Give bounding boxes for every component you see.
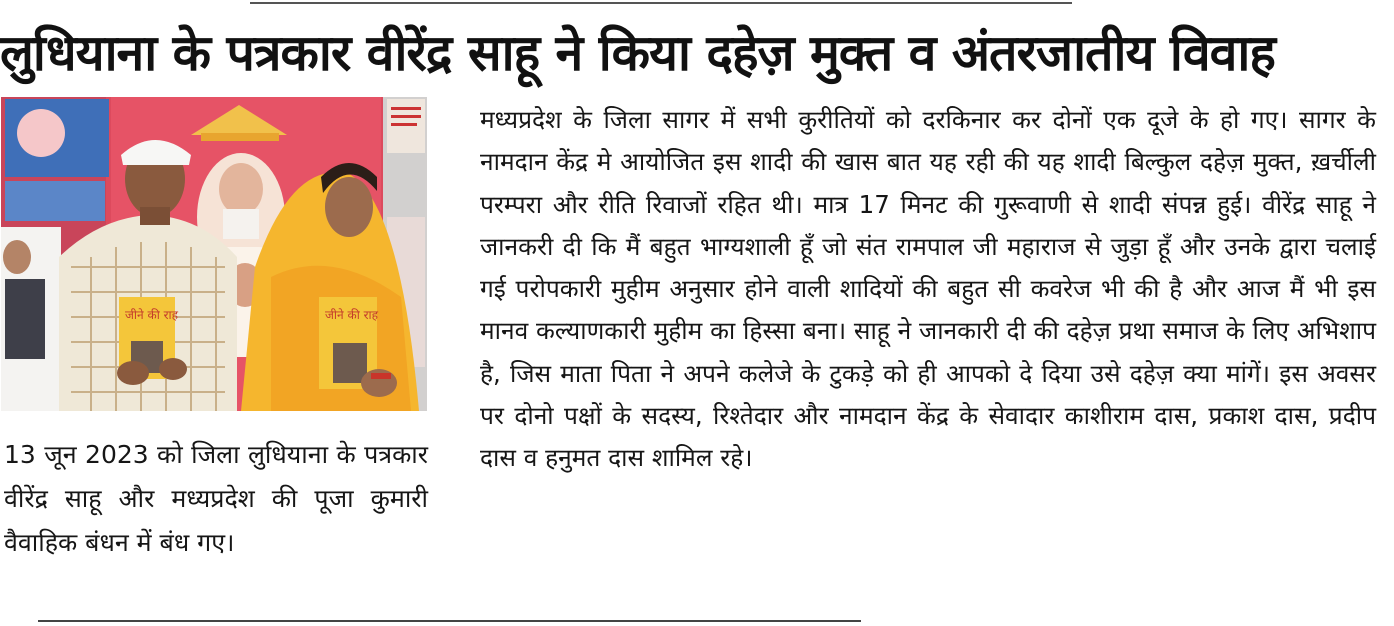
- bottom-rule: [38, 620, 861, 622]
- headline: लुधियाना के पत्रकार वीरेंद्र साहू ने किया दहेज़ मुक्त व अंतरजातीय विवाह: [0, 24, 1275, 82]
- article-body: मध्यप्रदेश के जिला सागर में सभी कुरीतियों को दरकिनार कर दोनों एक दूजे के हो गए। सागर के नामदान केंद्र मे आयोजित इस शादी की खास बात यह रही की यह शादी बिल्कुल दहेज़ मुक्त, ख़र्चीली परम्परा और रीति रिवाजों रहित थी। मात्र 17 मिनट की गुरूवाणी से शादी संपन्न हुई। वीरेंद्र साहू ने जानकरी दी कि मैं बहुत भाग्यशाली हूँ जो संत रामपाल जी महाराज से जुड़ा हूँ और उनके द्वारा चलाई गई परोपकारी मुहीम अनुसार होने वाली शादियों की बहुत सी कवरेज भी की है और आज मैं भी इस मानव कल्याणकारी मुहीम का हिस्सा बना। साहू ने जानकारी दी की दहेज़ प्रथा समाज के लिए अभिशाप है, जिस माता पिता ने अपने कलेजे के टुकड़े को ही आपको दे दिया उसे दहेज़ क्या मांगें। इस अवसर पर दोनो पक्षों के सदस्य, रिश्तेदार और नामदान केंद्र के सेवादार काशीराम दास, प्रकाश दास, प्रदीप दास व हनुमत दास शामिल रहे।: [480, 105, 1377, 473]
- book-cover-text-bride: जीने की राह: [325, 308, 379, 322]
- top-rule: [250, 2, 1072, 4]
- bride-face: [325, 177, 373, 237]
- photo-caption: 13 जून 2023 को जिला लुधियाना के पत्रकार वीरेंद्र साहू और मध्यप्रदेश की पूजा कुमारी वैवाहिक बंधन में बंध गए।: [4, 440, 428, 557]
- book-cover-text-groom: जीने की राह: [125, 308, 179, 322]
- wedding-photo: [1, 97, 427, 411]
- wedding-photo-illustration: [1, 97, 427, 411]
